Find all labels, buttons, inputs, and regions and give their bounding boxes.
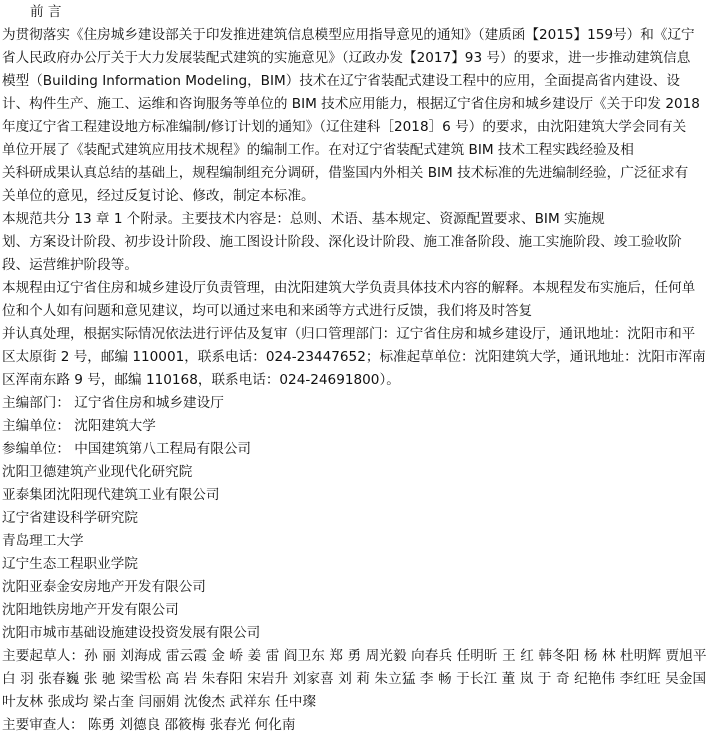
participating-unit: 参编单位： 中国建筑第八工程局有限公司 bbox=[2, 441, 252, 457]
participating-unit: 沈阳卫德建筑产业现代化研究院 bbox=[2, 464, 193, 480]
intro-line: 年度辽宁省工程建设地方标准编制/修订计划的通知》（辽住建科［2018］6 号）的要求，由沈阳建筑大学会同有关 bbox=[2, 119, 687, 135]
intro-line: 单位开展了《装配式建筑应用技术规程》的编制工作。在对辽宁省装配式建筑 BIM 技术工程实践经验及相 bbox=[2, 142, 634, 158]
participating-unit: 沈阳地铁房地产开发有限公司 bbox=[2, 602, 179, 618]
participating-unit: 沈阳市城市基础设施建设投资发展有限公司 bbox=[2, 625, 261, 641]
drafters-line: 主要起草人：孙 丽 刘海成 雷云霞 金 峤 姜 雷 阎卫东 郑 勇 周光毅 向春兵 任明昕 王 红 韩冬阳 杨 林 杜明辉 贾旭平 bbox=[2, 648, 707, 664]
management-line: 本规程由辽宁省住房和城乡建设厅负责管理，由沈阳建筑大学负责具体技术内容的解释。本规程发布实施后，任何单 bbox=[2, 280, 696, 296]
contents-line: 本规范共分 13 章 1 个附录。主要技术内容是：总则、术语、基本规定、资源配置要求、BIM 实施规 bbox=[2, 211, 605, 227]
management-line: 位和个人如有问题和意见建议，均可以通过来电和来函等方式进行反馈，我们将及时答复 bbox=[2, 303, 533, 319]
chief-editing-unit: 主编单位： 沈阳建筑大学 bbox=[2, 418, 156, 434]
participating-unit: 辽宁生态工程职业学院 bbox=[2, 556, 138, 572]
organization-list bbox=[2, 392, 716, 645]
contents-line: 划、方案设计阶段、初步设计阶段、施工图设计阶段、深化设计阶段、施工准备阶段、施工实施阶段、竣工验收阶 bbox=[2, 234, 682, 250]
drafters-line: 叶友林 张成均 梁占奎 闫丽娟 沈俊杰 武祥东 任中璨 bbox=[2, 694, 317, 710]
intro-line: 省人民政府办公厅关于大力发展装配式建筑的实施意见》（辽政办发【2017】93 号）的要求，进一步推动建筑信息 bbox=[2, 50, 691, 66]
management-line: 并认真处理，根据实际情况依法进行评估及复审（归口管理部门：辽宁省住房和城乡建设厅，通讯地址：沈阳市和平 bbox=[2, 326, 696, 342]
participating-unit: 辽宁省建设科学研究院 bbox=[2, 510, 138, 526]
participating-unit: 亚泰集团沈阳现代建筑工业有限公司 bbox=[2, 487, 220, 503]
contents-paragraph bbox=[2, 208, 716, 277]
management-line: 区浑南东路 9 号，邮编 110168，联系电话：024-24691800）。 bbox=[2, 372, 400, 388]
intro-paragraph bbox=[2, 24, 716, 208]
page-title: 前 言 bbox=[30, 4, 62, 20]
drafters-list bbox=[2, 645, 716, 714]
intro-line: 关单位的意见，经过反复讨论、修改，制定本标准。 bbox=[2, 188, 315, 204]
participating-unit: 青岛理工大学 bbox=[2, 533, 84, 549]
intro-line: 关科研成果认真总结的基础上，规程编制组充分调研，借鉴国内外相关 BIM 技术标准的先进编制经验，广泛征求有 bbox=[2, 165, 689, 181]
intro-line: 为贯彻落实《住房城乡建设部关于印发推进建筑信息模型应用指导意见的通知》（建质函【2015】159号）和《辽宁 bbox=[2, 27, 695, 43]
management-line: 区太原街 2 号，邮编 110001，联系电话：024-23447652；标准起草单位：沈阳建筑大学，通讯地址：沈阳市浑南 bbox=[2, 349, 706, 365]
drafters-line: 白 羽 张春巍 张 驰 梁雪松 高 岩 朱春阳 宋岩升 刘家喜 刘 莉 朱立猛 李 畅 于长江 董 岚 于 奇 纪艳伟 李红旺 吴金国 bbox=[2, 671, 707, 687]
intro-line: 计、构件生产、施工、运维和咨询服务等单位的 BIM 技术应用能力，根据辽宁省住房和城乡建设厅《关于印发 2018 bbox=[2, 96, 700, 112]
management-paragraph bbox=[2, 277, 716, 392]
chief-editing-department: 主编部门： 辽宁省住房和城乡建设厅 bbox=[2, 395, 224, 411]
contents-line: 段、运营维护阶段等。 bbox=[2, 257, 138, 273]
intro-line: 模型（Building Information Modeling，BIM）技术在辽宁省装配式建设工程中的应用，全面提高省内建设、设 bbox=[2, 73, 680, 89]
reviewers-line: 主要审查人： 陈勇 刘德良 邵筱梅 张春光 何化南 bbox=[2, 717, 296, 733]
participating-unit: 沈阳亚泰金安房地产开发有限公司 bbox=[2, 579, 206, 595]
